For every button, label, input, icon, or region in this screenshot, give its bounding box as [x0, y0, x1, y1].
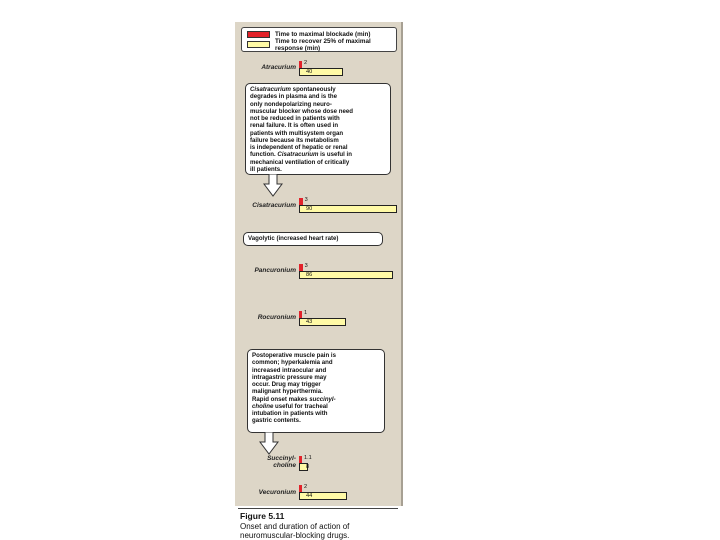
legend-label-recovery-line2: response (min) [275, 44, 321, 52]
legend-swatch-blockade [247, 31, 270, 38]
note-line: patients with multisystem organ [250, 129, 344, 137]
note-line: degrades in plasma and is the [250, 93, 338, 101]
succinylcholine-arrow-icon [256, 432, 282, 456]
category-label-pancuronium: Pancuronium [254, 267, 296, 274]
note-line: is independent of hepatic or renal [250, 144, 348, 151]
figure-title: Figure 5.11 [240, 511, 285, 521]
cisatracurium-arrow-icon [260, 174, 286, 198]
cisatracurium-note [245, 83, 391, 175]
category-label-rocuronium: Rocuronium [257, 314, 296, 321]
note-line: malignant hyperthermia. [252, 388, 323, 396]
value-label-blockade-atracurium: 2 [304, 60, 308, 66]
bar-blockade-cisatracurium [299, 198, 303, 205]
caption-rule [238, 508, 398, 509]
value-label-recovery-pancuronium: 86 [306, 271, 313, 278]
note-line: failure because its metabolism [250, 136, 339, 144]
note-line: intragastric pressure may [252, 373, 327, 381]
category-label-vecuronium: Vecuronium [258, 489, 296, 496]
bar-blockade-vecuronium [299, 485, 302, 492]
note-line: choline useful for tracheal [252, 402, 328, 410]
note-line: Rapid onset makes succinyl- [252, 395, 336, 403]
category-label-cisatracurium: Cisatracurium [252, 202, 296, 209]
value-label-recovery-succinylcholine: 8 [306, 463, 310, 470]
note-line: intubation in patients with [252, 410, 328, 417]
value-label-recovery-vecuronium: 44 [306, 492, 313, 499]
note-line: Cisatracurium spontaneously [250, 86, 336, 93]
legend-label-recovery-line1: Time to recover 25% of maximal [275, 38, 371, 45]
figure-caption-line1: Onset and duration of action of [240, 522, 350, 531]
category-label-succinylcholine-line1: Succinyl- [267, 455, 296, 462]
value-label-recovery-atracurium: 40 [306, 68, 313, 75]
bar-blockade-rocuronium [299, 311, 302, 318]
bar-recovery-cisatracurium [299, 205, 397, 213]
bar-blockade-pancuronium [299, 264, 303, 271]
legend-label-blockade: Time to maximal blockade (min) [275, 31, 371, 38]
note-line: ill patients. [250, 165, 282, 173]
value-label-blockade-succinylcholine: 1.1 [304, 455, 312, 461]
pancuronium-note [243, 232, 383, 246]
note-line: not be reduced in patients with [250, 115, 340, 122]
note-line: Postoperative muscle pain is [252, 352, 336, 359]
value-label-recovery-cisatracurium: 90 [306, 205, 313, 212]
figure-caption-line2: neuromuscular-blocking drugs. [240, 531, 350, 540]
value-label-blockade-cisatracurium: 3 [304, 197, 308, 203]
value-label-blockade-rocuronium: 1 [304, 310, 308, 316]
value-label-blockade-vecuronium: 2 [304, 484, 308, 490]
note-line: function. Cisatracurium is useful in [250, 151, 352, 159]
legend-swatch-recovery [247, 41, 270, 48]
note-line: mechanical ventilation of critically [250, 158, 350, 166]
note-line: muscular blocker whose dose need [250, 107, 353, 115]
value-label-blockade-pancuronium: 3 [304, 263, 308, 269]
category-label-succinylcholine-line2: choline [273, 462, 296, 469]
note-line: occur. Drug may trigger [252, 381, 321, 388]
note-line: increased intraocular and [252, 366, 327, 374]
succinylcholine-note [247, 349, 385, 433]
chart-legend [241, 27, 397, 52]
note-line: only nondepolarizing neuro- [250, 100, 332, 108]
note-line: gastric contents. [252, 417, 301, 425]
category-label-atracurium: Atracurium [261, 64, 296, 71]
bar-recovery-pancuronium [299, 271, 393, 279]
bar-blockade-succinylcholine [299, 456, 302, 463]
bar-blockade-atracurium [299, 61, 302, 68]
value-label-recovery-rocuronium: 43 [306, 318, 313, 325]
note-line: Vagolytic (increased heart rate) [248, 235, 339, 242]
note-line: common; hyperkalemia and [252, 359, 333, 367]
note-line: renal failure. It is often used in [250, 122, 339, 130]
